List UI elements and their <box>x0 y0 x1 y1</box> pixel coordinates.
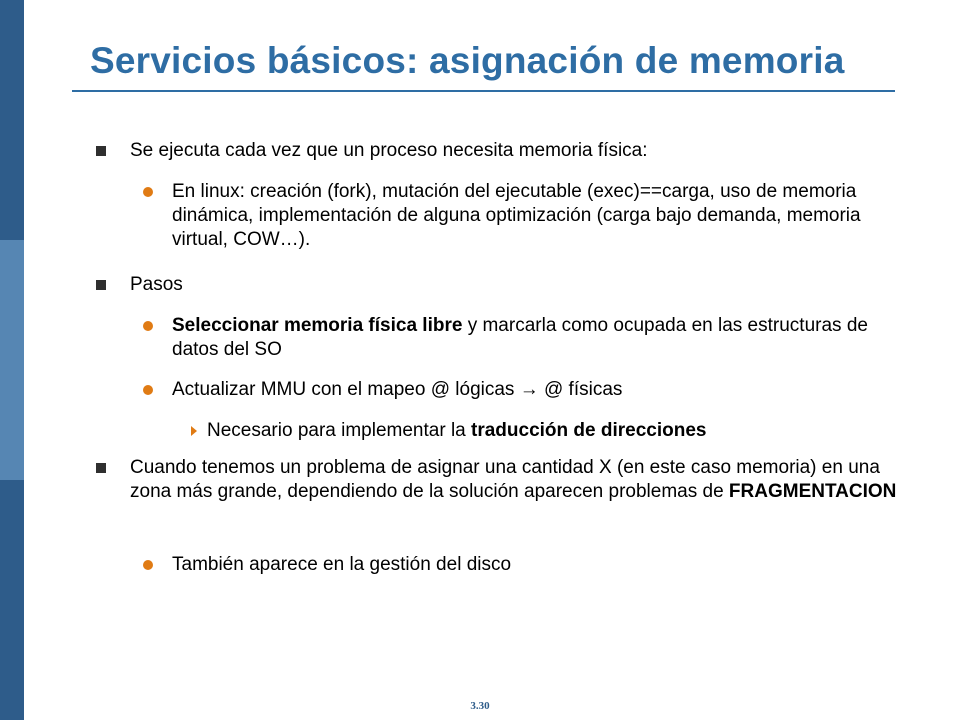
bullet-level2-text <box>172 314 902 362</box>
bullet-level2-text: Actualizar MMU con el mapeo @ lógicas → @ físicas <box>172 379 623 400</box>
square-bullet-icon <box>96 146 106 156</box>
round-bullet-icon <box>143 560 153 570</box>
page-number: 3.30 <box>470 700 490 712</box>
bullet-level1-text <box>130 456 920 504</box>
round-bullet-icon <box>143 385 153 395</box>
bullet-level3-text <box>207 419 907 443</box>
round-bullet-icon <box>143 321 153 331</box>
bullet-rest-text: y marcarla como ocupada en las estructuras de datos del SO <box>172 315 868 360</box>
bullet-level1-text: Se ejecuta cada vez que un proceso necesita memoria física: <box>130 140 648 161</box>
bold-phrase: traducción de direcciones <box>471 420 707 441</box>
bullet-level1-text: Pasos <box>130 274 183 295</box>
bold-phrase: FRAGMENTACION <box>728 481 897 502</box>
sidebar-decoration-middle <box>0 240 24 480</box>
bullet-pre-text: Necesario para implementar la <box>207 420 472 441</box>
triangle-bullet-icon <box>191 426 197 436</box>
bullet-pre-text: Cuando tenemos un problema de asignar una cantidad X (en este caso memoria) en una zona más grande, dependiendo de la solución aparecen problemas de <box>130 457 880 502</box>
title-underline <box>72 90 895 92</box>
sidebar-decoration-top <box>0 0 24 240</box>
square-bullet-icon <box>96 463 106 473</box>
square-bullet-icon <box>96 280 106 290</box>
sidebar-decoration-bottom <box>0 480 24 720</box>
bullet-level2-text: También aparece en la gestión del disco <box>172 554 512 575</box>
round-bullet-icon <box>143 187 153 197</box>
bold-phrase: Seleccionar memoria física libre <box>172 315 463 336</box>
bullet-level2-text: En linux: creación (fork), mutación del ejecutable (exec)==carga, uso de memoria dinámica, implementación de alguna optimización (carga bajo demanda, memoria virtual, COW…). <box>172 181 861 250</box>
slide-title: Servicios básicos: asignación de memoria <box>90 40 845 81</box>
